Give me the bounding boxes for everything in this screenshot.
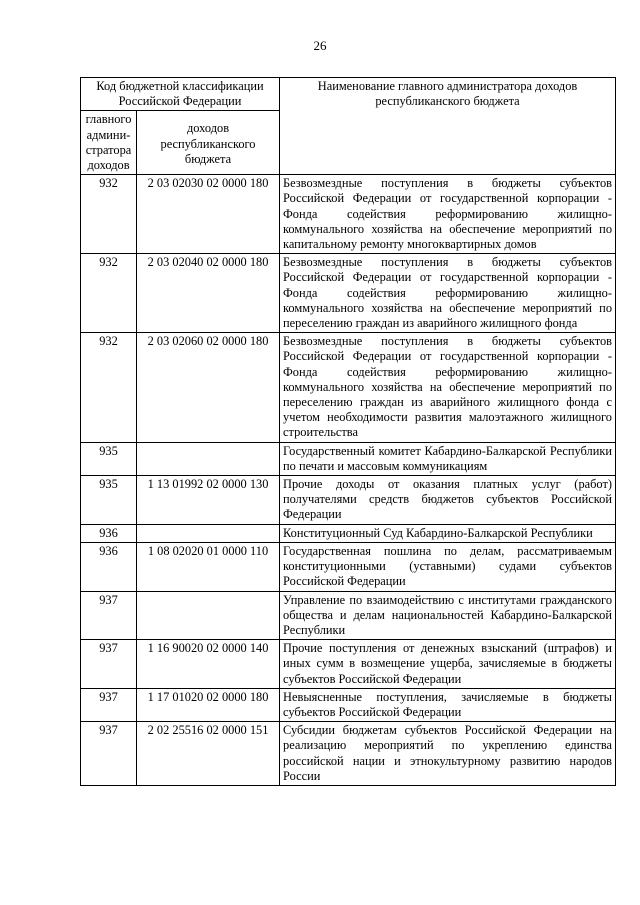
admin-code-cell: 936 bbox=[81, 542, 137, 591]
revenue-code-cell: 2 03 02040 02 0000 180 bbox=[137, 254, 280, 333]
administrator-name-cell: Безвозмездные поступления в бюджеты субъектов Российской Федерации от государственной корпорации - Фонда содействия реформированию жилищно-коммунального хозяйства на обеспечение мероприятий по капитальному ремонту многоквартирных домов bbox=[280, 175, 616, 254]
revenue-code-cell bbox=[137, 591, 280, 640]
revenue-code-cell: 2 03 02060 02 0000 180 bbox=[137, 333, 280, 442]
revenue-code-cell: 1 08 02020 01 0000 110 bbox=[137, 542, 280, 591]
table-row bbox=[81, 640, 616, 689]
revenue-code-cell bbox=[137, 524, 280, 542]
administrator-name-cell: Субсидии бюджетам субъектов Российской Федерации на реализацию мероприятий по укреплению единства российской нации и этнокультурному развитию народов России bbox=[280, 722, 616, 786]
administrator-name-cell: Управление по взаимодействию с институтами гражданского общества и делам национальностей Кабардино-Балкарской Республики bbox=[280, 591, 616, 640]
admin-code-cell: 937 bbox=[81, 591, 137, 640]
administrator-name-cell: Безвозмездные поступления в бюджеты субъектов Российской Федерации от государственной корпорации - Фонда содействия реформированию жилищно-коммунального хозяйства на обеспечение мероприятий по переселению граждан из аварийного жилищного фонда bbox=[280, 254, 616, 333]
revenue-code-cell: 2 03 02030 02 0000 180 bbox=[137, 175, 280, 254]
revenue-code-cell: 2 02 25516 02 0000 151 bbox=[137, 722, 280, 786]
admin-code-cell: 935 bbox=[81, 476, 137, 525]
header-budget-code-group: Код бюджетной классификации Российской Федерации bbox=[81, 78, 280, 111]
revenue-code-cell: 1 13 01992 02 0000 130 bbox=[137, 476, 280, 525]
table-row bbox=[81, 175, 616, 254]
table-row bbox=[81, 254, 616, 333]
revenue-code-cell: 1 17 01020 02 0000 180 bbox=[137, 688, 280, 721]
table-row bbox=[81, 722, 616, 786]
administrator-name-cell: Государственный комитет Кабардино-Балкарской Республики по печати и массовым коммуникациям bbox=[280, 442, 616, 475]
table-row bbox=[81, 476, 616, 525]
table-row bbox=[81, 442, 616, 475]
admin-code-cell: 932 bbox=[81, 254, 137, 333]
header-administrator-name: Наименование главного администратора доходов республиканского бюджета bbox=[280, 78, 616, 175]
table-row bbox=[81, 524, 616, 542]
administrator-name-cell: Прочие поступления от денежных взысканий (штрафов) и иных сумм в возмещение ущерба, зачисляемые в бюджеты субъектов Российской Федерации bbox=[280, 640, 616, 689]
admin-code-cell: 932 bbox=[81, 333, 137, 442]
admin-code-cell: 932 bbox=[81, 175, 137, 254]
budget-classification-table bbox=[80, 77, 616, 786]
table-row bbox=[81, 591, 616, 640]
administrator-name-cell: Безвозмездные поступления в бюджеты субъектов Российской Федерации от государственной корпорации - Фонда содействия реформированию жилищно-коммунального хозяйства на обеспечение мероприятий по переселению граждан из аварийного жилищного фонда с учетом необходимости развития малоэтажного жилищного строительства bbox=[280, 333, 616, 442]
header-revenue-code: доходов республиканского бюджета bbox=[137, 111, 280, 175]
admin-code-cell: 937 bbox=[81, 722, 137, 786]
admin-code-cell: 935 bbox=[81, 442, 137, 475]
admin-code-cell: 937 bbox=[81, 688, 137, 721]
administrator-name-cell: Конституционный Суд Кабардино-Балкарской Республики bbox=[280, 524, 616, 542]
table-row bbox=[81, 542, 616, 591]
administrator-name-cell: Государственная пошлина по делам, рассматриваемым конституционными (уставными) судами субъектов Российской Федерации bbox=[280, 542, 616, 591]
admin-code-cell: 936 bbox=[81, 524, 137, 542]
revenue-code-cell bbox=[137, 442, 280, 475]
administrator-name-cell: Невыясненные поступления, зачисляемые в бюджеты субъектов Российской Федерации bbox=[280, 688, 616, 721]
header-row-top bbox=[81, 78, 616, 111]
table-row bbox=[81, 688, 616, 721]
revenue-code-cell: 1 16 90020 02 0000 140 bbox=[137, 640, 280, 689]
table-row bbox=[81, 333, 616, 442]
administrator-name-cell: Прочие доходы от оказания платных услуг (работ) получателями средств бюджетов субъектов Российской Федерации bbox=[280, 476, 616, 525]
table-body bbox=[81, 175, 616, 786]
page-number: 26 bbox=[313, 38, 327, 53]
admin-code-cell: 937 bbox=[81, 640, 137, 689]
header-main-administrator: главного админи-стратора доходов bbox=[81, 111, 137, 175]
